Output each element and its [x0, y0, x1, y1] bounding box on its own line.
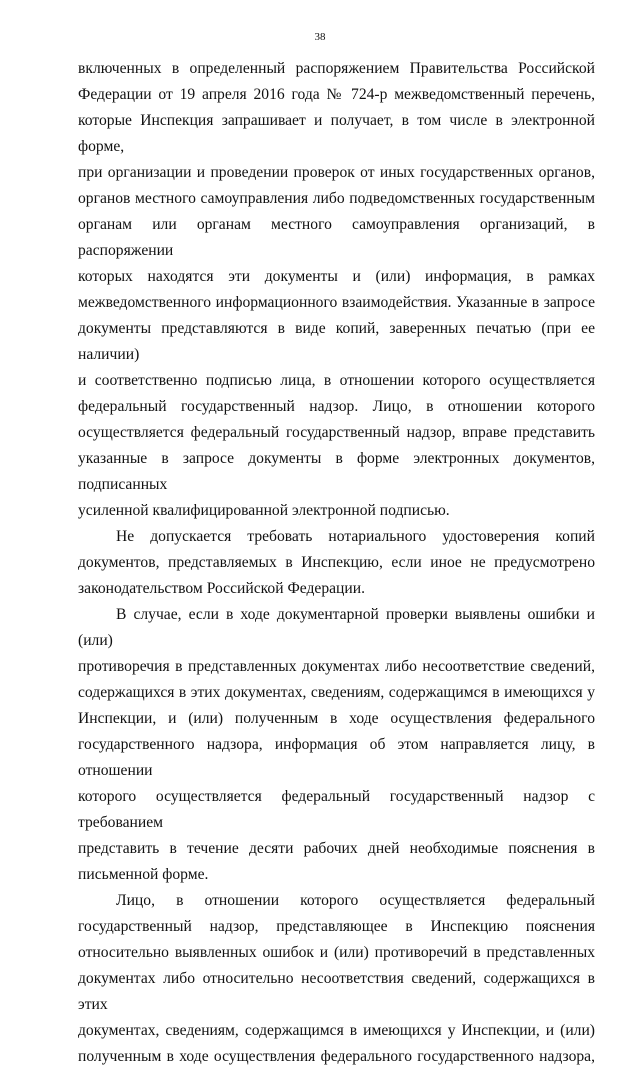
text-line: государственного надзора, информация об этом направляется лицу, в отношении: [78, 736, 595, 779]
text-line: содержащихся в этих документах, сведениям, содержащимся в имеющихся у: [78, 684, 595, 701]
paragraph-explanations: [78, 888, 595, 1070]
text-line: документов, представляемых в Инспекцию, если иное не предусмотрено: [78, 554, 595, 571]
text-line: В случае, если в ходе документарной проверки выявлены ошибки и (или): [78, 606, 595, 649]
paragraph-interagency-request: [78, 56, 595, 524]
text-line: которые Инспекция запрашивает и получает, в том числе в электронной форме,: [78, 112, 595, 155]
text-line: государственный надзор, представляющее в Инспекцию пояснения: [78, 918, 595, 935]
text-line: указанные в запросе документы в форме электронных документов, подписанных: [78, 450, 595, 493]
text-line: которого осуществляется федеральный государственный надзор с требованием: [78, 788, 595, 831]
page-number: 38: [314, 31, 326, 43]
text-line: Федерации от 19 апреля 2016 года № 724-р межведомственный перечень,: [78, 86, 595, 103]
text-line: документах либо относительно несоответствия сведений, содержащихся в этих: [78, 970, 595, 1013]
paragraph-notarization: [78, 524, 595, 602]
text-line: документах, сведениям, содержащимся в имеющихся у Инспекции, и (или): [78, 1022, 595, 1039]
text-line: документы представляются в виде копий, заверенных печатью (при ее наличии): [78, 320, 595, 363]
text-line: относительно выявленных ошибок и (или) противоречий в представленных: [78, 944, 595, 961]
text-line: органам или органам местного самоуправления организаций, в распоряжении: [78, 216, 595, 259]
text-line: Инспекции, и (или) полученным в ходе осуществления федерального: [78, 710, 595, 727]
text-line: включенных в определенный распоряжением Правительства Российской: [78, 60, 595, 77]
text-line: противоречия в представленных документах либо несоответствие сведений,: [78, 658, 595, 675]
text-line: осуществляется федеральный государственный надзор, вправе представить: [78, 424, 595, 441]
paragraph-errors-found: [78, 602, 595, 888]
text-line: Лицо, в отношении которого осуществляется федеральный: [116, 892, 595, 909]
text-line: законодательством Российской Федерации.: [78, 580, 365, 597]
text-line: межведомственного информационного взаимодействия. Указанные в запросе: [78, 294, 595, 311]
text-line: которых находятся эти документы и (или) информация, в рамках: [78, 268, 595, 285]
text-line: усиленной квалифицированной электронной подписью.: [78, 502, 450, 519]
text-line: органов местного самоуправления либо подведомственных государственным: [78, 190, 595, 207]
text-line: полученным в ходе осуществления федерального государственного надзора,: [78, 1048, 595, 1065]
text-line: и соответственно подписью лица, в отношении которого осуществляется: [78, 372, 595, 389]
text-line: письменной форме.: [78, 866, 209, 883]
document-body: [78, 56, 595, 1070]
text-line: представить в течение десяти рабочих дней необходимые пояснения в: [78, 840, 595, 857]
text-line: федеральный государственный надзор. Лицо, в отношении которого: [78, 398, 595, 415]
text-line: при организации и проведении проверок от иных государственных органов,: [78, 164, 595, 181]
text-line: Не допускается требовать нотариального удостоверения копий: [116, 528, 595, 545]
